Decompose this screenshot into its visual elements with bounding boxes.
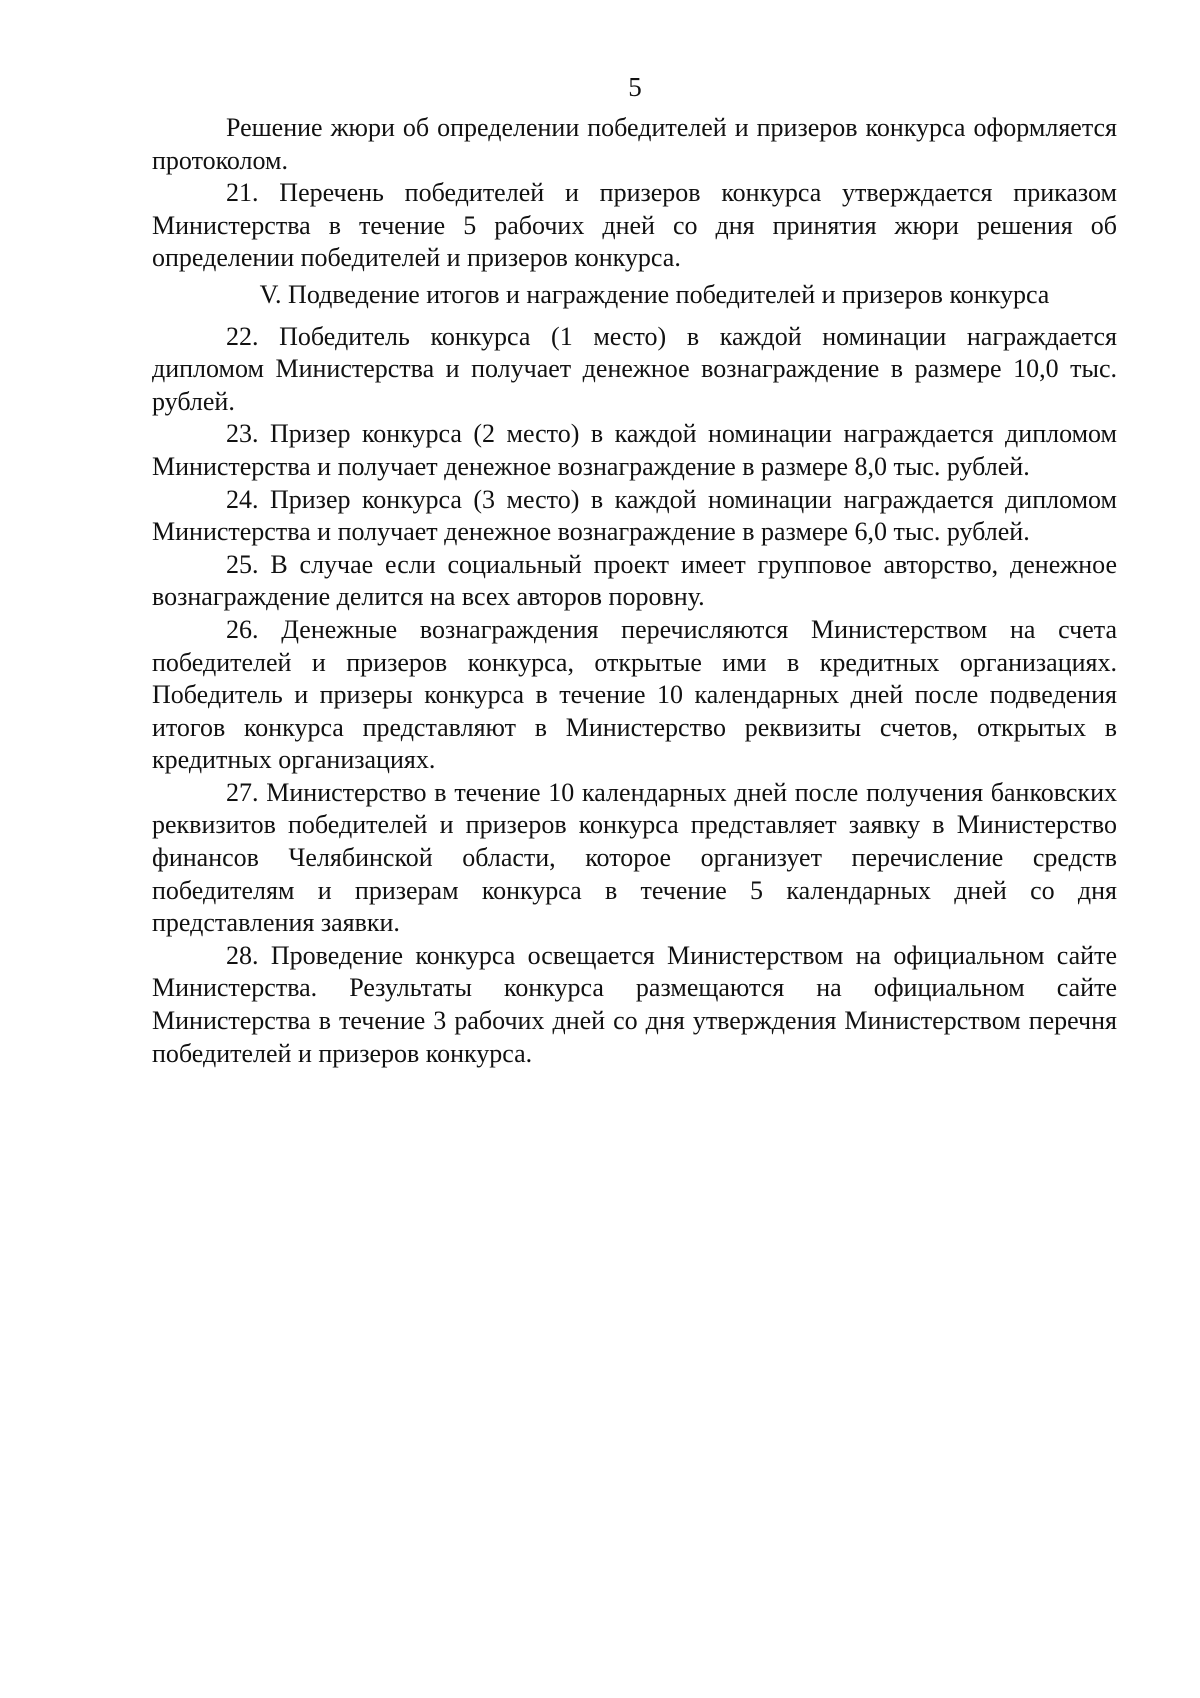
paragraph-25: 25. В случае если социальный проект имеет групповое авторство, денежное вознаграждение делится на всех авторов поровну. <box>152 549 1117 612</box>
paragraph-28: 28. Проведение конкурса освещается Министерством на официальном сайте Министерства. Результаты конкурса размещаются на официальном сайте Министерства в течение 3 рабочих дней со дня утверждения Министерством перечня победителей и призеров конкурса. <box>152 940 1117 1068</box>
section-heading-v: V. Подведение итогов и награждение победителей и призеров конкурса <box>259 279 1050 309</box>
document-body <box>152 112 1117 1070</box>
paragraph-22: 22. Победитель конкурса (1 место) в каждой номинации награждается дипломом Министерства и получает денежное вознаграждение в размере 10,0 тыс. рублей. <box>152 321 1117 416</box>
paragraph-26: 26. Денежные вознаграждения перечисляются Министерством на счета победителей и призеров конкурса, открытые ими в кредитных организациях. Победитель и призеры конкурса в течение 10 календарных дней после подведения итогов конкурса представляют в Министерство реквизиты счетов, открытых в кредитных организациях. <box>152 614 1117 775</box>
paragraph-27: 27. Министерство в течение 10 календарных дней после получения банковских реквизитов победителей и призеров конкурса представляет заявку в Министерство финансов Челябинской области, которое организует перечисление средств победителям и призерам конкурса в течение 5 календарных дней со дня представления заявки. <box>152 777 1117 938</box>
paragraph-23: 23. Призер конкурса (2 место) в каждой номинации награждается дипломом Министерства и получает денежное вознаграждение в размере 8,0 тыс. рублей. <box>152 419 1117 481</box>
paragraph-21: 21. Перечень победителей и призеров конкурса утверждается приказом Министерства в течение 5 рабочих дней со дня принятия жюри решения об определении победителей и призеров конкурса. <box>152 178 1117 273</box>
paragraph-jury-decision: Решение жюри об определении победителей и призеров конкурса оформляется протоколом. <box>152 113 1117 175</box>
paragraph-24: 24. Призер конкурса (3 место) в каждой номинации награждается дипломом Министерства и получает денежное вознаграждение в размере 6,0 тыс. рублей. <box>152 484 1117 547</box>
page-number: 5 <box>628 72 642 102</box>
